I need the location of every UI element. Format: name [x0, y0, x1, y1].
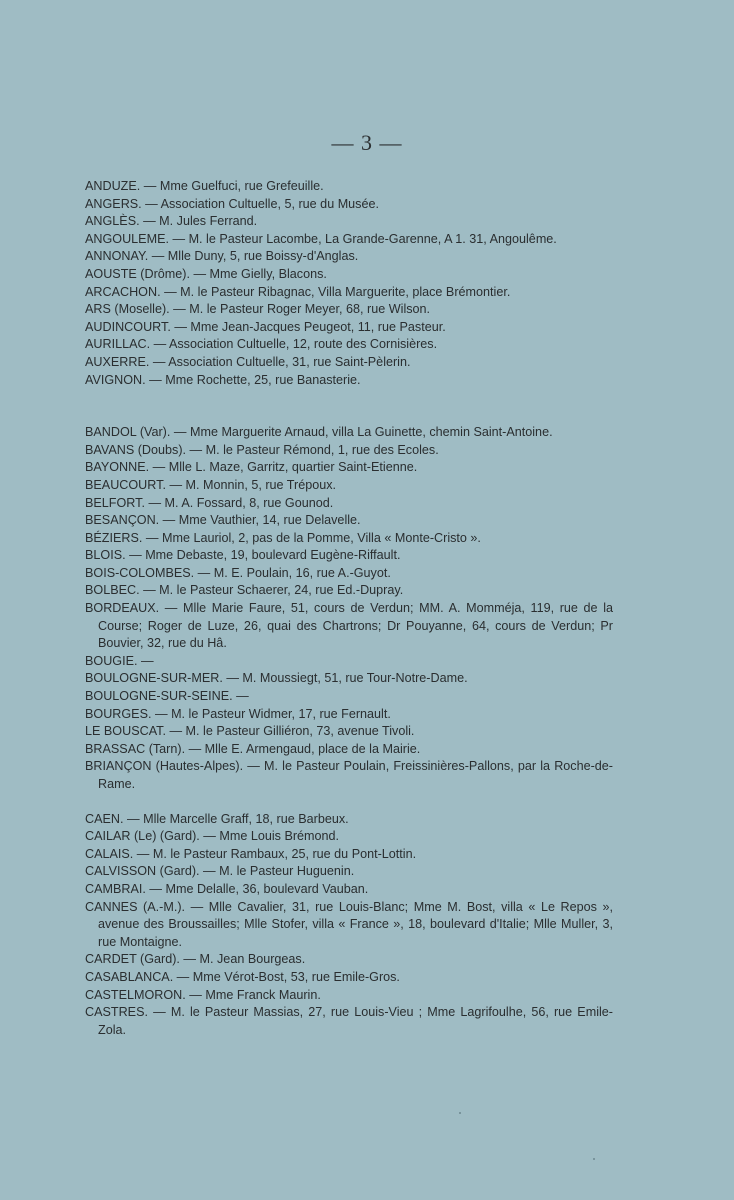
directory-entry: ANGLÈS. — M. Jules Ferrand.	[85, 214, 258, 229]
directory-entry: CANNES (A.-M.). — Mlle Cavalier, 31, rue Louis-Blanc; Mme M. Bost, villa « Le Repos », avenue des Broussailles; Mlle Stofer, villa « France », 18, boulevard d'Italie; Mlle Muller, 3, rue Montaigne.	[85, 899, 613, 949]
directory-entry: AURILLAC. — Association Cultuelle, 12, route des Cornisières.	[85, 337, 438, 352]
directory-entry: ANGERS. — Association Cultuelle, 5, rue du Musée.	[85, 196, 379, 211]
directory-entry: CASABLANCA. — Mme Vérot-Bost, 53, rue Emile-Gros.	[85, 969, 400, 984]
directory-entry: BRASSAC (Tarn). — Mlle E. Armengaud, place de la Mairie.	[85, 741, 421, 756]
directory-entry: AUDINCOURT. — Mme Jean-Jacques Peugeot, 11, rue Pasteur.	[85, 319, 446, 334]
directory-entry: ANNONAY. — Mlle Duny, 5, rue Boissy-d'Anglas.	[85, 249, 359, 264]
directory-entry: BANDOL (Var). — Mme Marguerite Arnaud, villa La Guinette, chemin Saint-Antoine.	[85, 425, 553, 440]
directory-entry: BESANÇON. — Mme Vauthier, 14, rue Delavelle.	[85, 513, 361, 528]
directory-entry: BOULOGNE-SUR-MER. — M. Moussiegt, 51, rue Tour-Notre-Dame.	[85, 671, 468, 686]
directory-entry: BAVANS (Doubs). — M. le Pasteur Rémond, 1, rue des Ecoles.	[85, 442, 439, 457]
page-number: — 3 —	[331, 130, 403, 155]
directory-entry: ANGOULEME. — M. le Pasteur Lacombe, La Grande-Garenne, A 1. 31, Angoulême.	[85, 231, 557, 246]
paper-speck	[459, 1112, 461, 1114]
section-a	[85, 178, 613, 389]
directory-entry: BAYONNE. — Mlle L. Maze, Garritz, quartier Saint-Etienne.	[85, 460, 418, 475]
directory-entry: ARS (Moselle). — M. le Pasteur Roger Meyer, 68, rue Wilson.	[85, 302, 431, 317]
directory-entry: CASTRES. — M. le Pasteur Massias, 27, rue Louis-Vieu ; Mme Lagrifoulhe, 56, rue Emile-Zola.	[85, 1005, 613, 1037]
address-directory	[85, 178, 613, 1039]
directory-entry: LE BOUSCAT. — M. le Pasteur Gilliéron, 73, avenue Tivoli.	[85, 724, 415, 739]
directory-entry: BORDEAUX. — Mlle Marie Faure, 51, cours de Verdun; MM. A. Momméja, 119, rue de la Course; Roger de Luze, 26, quai des Chartrons; Dr Pouyanne, 64, cours de Verdun; Pr Bouvier, 32, rue du Hâ.	[85, 601, 613, 651]
directory-entry: BOIS-COLOMBES. — M. E. Poulain, 16, rue A.-Guyot.	[85, 565, 391, 580]
directory-entry: BEAUCOURT. — M. Monnin, 5, rue Trépoux.	[85, 477, 337, 492]
directory-entry: BOURGES. — M. le Pasteur Widmer, 17, rue Fernault.	[85, 706, 391, 721]
directory-entry: BOUGIE. —	[85, 653, 154, 668]
directory-entry: BELFORT. — M. A. Fossard, 8, rue Gounod.	[85, 495, 334, 510]
paper-speck	[593, 1158, 595, 1160]
directory-entry: BLOIS. — Mme Debaste, 19, boulevard Eugène-Riffault.	[85, 548, 401, 563]
directory-entry: AUXERRE. — Association Cultuelle, 31, rue Saint-Pèlerin.	[85, 354, 411, 369]
section-b	[85, 424, 613, 793]
directory-entry: AVIGNON. — Mme Rochette, 25, rue Banasterie.	[85, 372, 361, 387]
directory-entry: AOUSTE (Drôme). — Mme Gielly, Blacons.	[85, 266, 327, 281]
directory-entry: CALVISSON (Gard). — M. le Pasteur Huguenin.	[85, 864, 355, 879]
directory-entry: BOULOGNE-SUR-SEINE. —	[85, 689, 249, 704]
directory-entry: CAMBRAI. — Mme Delalle, 36, boulevard Vauban.	[85, 881, 369, 896]
directory-entry: BOLBEC. — M. le Pasteur Schaerer, 24, rue Ed.-Dupray.	[85, 583, 404, 598]
directory-entry: CAEN. — Mlle Marcelle Graff, 18, rue Barbeux.	[85, 811, 349, 826]
directory-entry: CAILAR (Le) (Gard). — Mme Louis Brémond.	[85, 829, 340, 844]
directory-entry: CARDET (Gard). — M. Jean Bourgeas.	[85, 952, 306, 967]
directory-entry: ARCACHON. — M. le Pasteur Ribagnac, Villa Marguerite, place Brémontier.	[85, 284, 511, 299]
directory-entry: CALAIS. — M. le Pasteur Rambaux, 25, rue du Pont-Lottin.	[85, 846, 417, 861]
directory-entry: ANDUZE. — Mme Guelfuci, rue Grefeuille.	[85, 179, 324, 193]
directory-entry: BRIANÇON (Hautes-Alpes). — M. le Pasteur Poulain, Freissinières-Pallons, par la Roche-de-Rame.	[85, 759, 613, 791]
section-c	[85, 811, 613, 1040]
directory-entry: CASTELMORON. — Mme Franck Maurin.	[85, 987, 321, 1002]
directory-entry: BÉZIERS. — Mme Lauriol, 2, pas de la Pomme, Villa « Monte-Cristo ».	[85, 530, 481, 545]
